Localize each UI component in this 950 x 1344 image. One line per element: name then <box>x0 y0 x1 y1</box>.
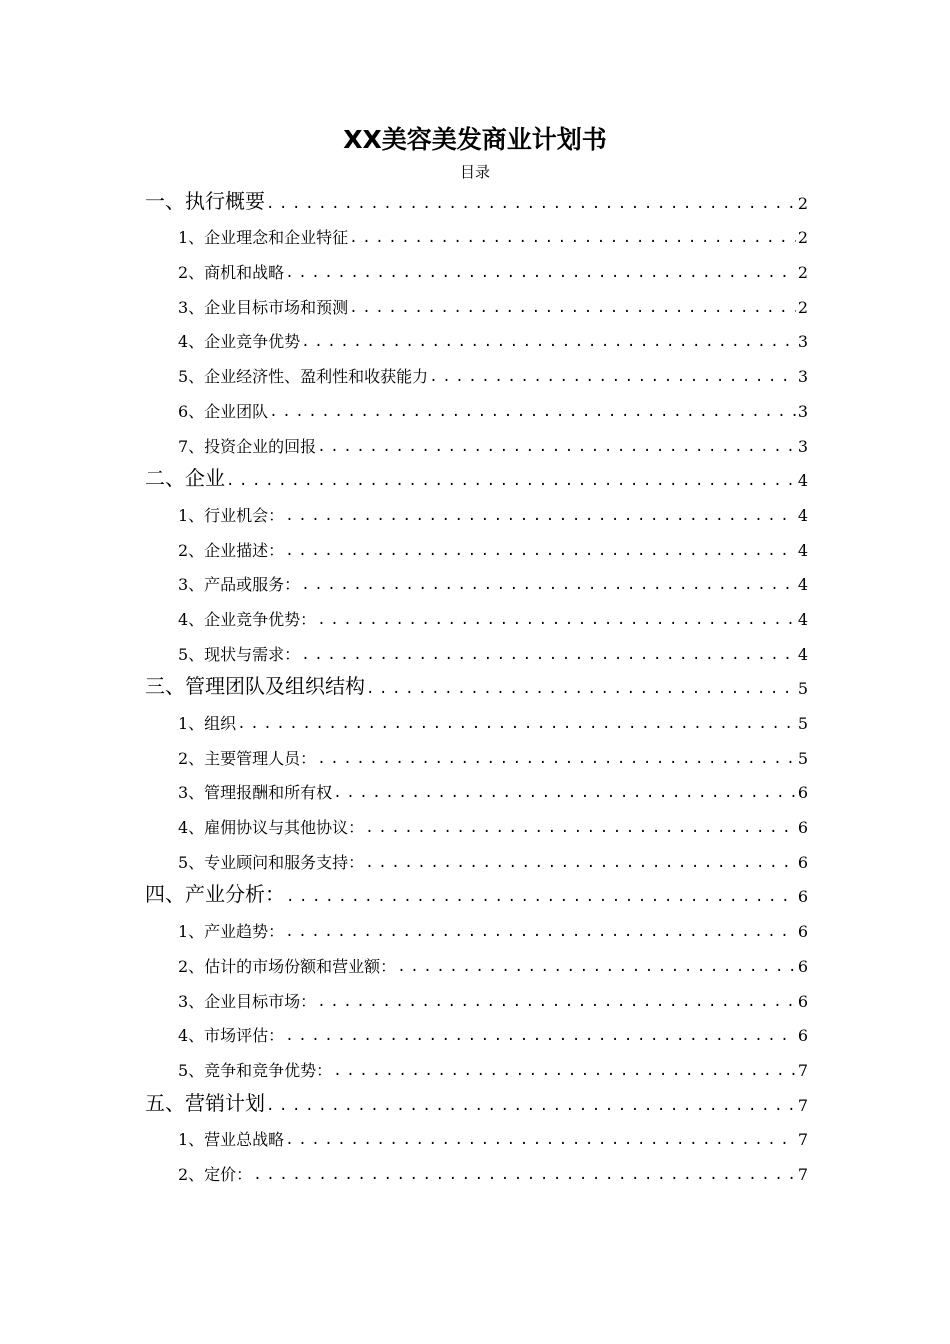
toc-section-entry[interactable] <box>145 183 808 218</box>
toc-subsection-entry[interactable] <box>145 530 808 565</box>
toc-dot-leader <box>266 1098 796 1120</box>
toc-dot-leader <box>253 1167 796 1189</box>
toc-subsection-entry[interactable] <box>145 981 808 1016</box>
toc-dot-leader <box>301 334 796 356</box>
toc-subsection-entry[interactable] <box>145 946 808 981</box>
toc-page-number: 6 <box>797 887 808 907</box>
document-title: XX美容美发商业计划书 <box>343 125 607 154</box>
toc-entry-label: 7、投资企业的回报 <box>178 436 317 456</box>
toc-dot-leader <box>333 785 796 807</box>
toc-dot-leader <box>269 404 796 426</box>
toc-subsection-entry[interactable] <box>145 252 808 287</box>
toc-page-number: 5 <box>797 679 808 699</box>
toc-page-number: 6 <box>797 1026 808 1046</box>
toc-dot-leader <box>397 959 796 981</box>
toc-page-number: 4 <box>797 540 808 560</box>
toc-dot-leader <box>349 230 796 252</box>
toc-entry-label: 3、管理报酬和所有权 <box>178 783 333 803</box>
toc-entry-label: 2、估计的市场份额和营业额： <box>178 956 397 976</box>
toc-page-number: 7 <box>797 1060 808 1080</box>
toc-heading: 目录 <box>459 163 490 181</box>
toc-dot-leader <box>286 889 796 911</box>
toc-subsection-entry[interactable] <box>145 287 808 322</box>
toc-page-number: 6 <box>797 922 808 942</box>
toc-entry-label: 2、定价： <box>178 1164 253 1184</box>
toc-page-number: 2 <box>797 263 808 283</box>
toc-subsection-entry[interactable] <box>145 391 808 426</box>
toc-section-entry[interactable] <box>145 877 808 912</box>
toc-page-number: 4 <box>797 505 808 525</box>
toc-dot-leader <box>285 543 796 565</box>
toc-page-number: 3 <box>797 367 808 387</box>
toc-page-number: 6 <box>797 956 808 976</box>
toc-subsection-entry[interactable] <box>145 1120 808 1155</box>
table-of-contents <box>145 183 808 1189</box>
toc-subsection-entry[interactable] <box>145 599 808 634</box>
toc-entry-label: 5、现状与需求： <box>178 644 301 664</box>
toc-subsection-entry[interactable] <box>145 1154 808 1189</box>
toc-entry-label: 2、商机和战略 <box>178 263 285 283</box>
toc-dot-leader <box>317 994 796 1016</box>
toc-dot-leader <box>349 300 796 322</box>
toc-entry-label: 5、竞争和竞争优势： <box>178 1060 333 1080</box>
toc-subsection-entry[interactable] <box>145 703 808 738</box>
toc-entry-label: 1、产业趋势： <box>178 922 285 942</box>
toc-dot-leader <box>266 196 796 218</box>
toc-page-number: 6 <box>797 991 808 1011</box>
toc-entry-label: 4、市场评估： <box>178 1026 285 1046</box>
toc-dot-leader <box>301 577 796 599</box>
toc-entry-label: 二、企业 <box>145 466 225 491</box>
toc-subsection-entry[interactable] <box>145 807 808 842</box>
toc-page-number: 3 <box>797 401 808 421</box>
toc-dot-leader <box>366 681 796 703</box>
toc-subsection-entry[interactable] <box>145 1050 808 1085</box>
toc-entry-label: 3、企业目标市场： <box>178 991 317 1011</box>
toc-entry-label: 4、企业竞争优势： <box>178 609 317 629</box>
toc-entry-label: 4、雇佣协议与其他协议： <box>178 818 365 838</box>
toc-dot-leader <box>285 508 796 530</box>
toc-dot-leader <box>317 751 796 773</box>
toc-page-number: 4 <box>797 575 808 595</box>
toc-dot-leader <box>429 369 796 391</box>
toc-page-number: 5 <box>797 714 808 733</box>
toc-entry-label: 4、企业竞争优势 <box>178 332 301 352</box>
toc-entry-label: 2、主要管理人员： <box>178 748 317 768</box>
toc-dot-leader <box>285 265 796 287</box>
toc-page-number: 3 <box>797 332 808 352</box>
toc-dot-leader <box>301 647 796 669</box>
toc-page-number: 4 <box>797 609 808 629</box>
toc-dot-leader <box>226 473 796 495</box>
toc-page-number: 4 <box>797 644 808 664</box>
toc-entry-label: 1、营业总战略 <box>178 1130 285 1150</box>
toc-entry-label: 四、产业分析： <box>145 882 285 907</box>
toc-subsection-entry[interactable] <box>145 322 808 357</box>
toc-page-number: 2 <box>797 228 808 248</box>
toc-subsection-entry[interactable] <box>145 911 808 946</box>
toc-entry-label: 五、营销计划 <box>145 1090 265 1115</box>
toc-dot-leader <box>237 716 796 738</box>
toc-page-number: 6 <box>797 852 808 872</box>
toc-dot-leader <box>365 855 796 877</box>
toc-dot-leader <box>317 612 796 634</box>
toc-entry-label: 1、组织 <box>178 714 237 733</box>
toc-subsection-entry[interactable] <box>145 565 808 600</box>
toc-entry-label: 三、管理团队及组织结构 <box>145 674 365 699</box>
toc-subsection-entry[interactable] <box>145 218 808 253</box>
toc-page-number: 7 <box>797 1130 808 1150</box>
toc-page-number: 4 <box>797 471 808 491</box>
toc-entry-label: 1、企业理念和企业特征 <box>178 228 349 248</box>
toc-page-number: 7 <box>797 1095 808 1115</box>
toc-entry-label: 3、企业目标市场和预测 <box>178 297 349 317</box>
toc-page-number: 5 <box>797 748 808 768</box>
toc-entry-label: 3、产品或服务： <box>178 575 301 595</box>
toc-dot-leader <box>333 1063 796 1085</box>
toc-page-number: 6 <box>797 783 808 803</box>
toc-subsection-entry[interactable] <box>145 842 808 877</box>
toc-entry-label: 6、企业团队 <box>178 401 269 421</box>
toc-page-number: 3 <box>797 436 808 456</box>
toc-page-number: 2 <box>797 193 808 213</box>
toc-subsection-entry[interactable] <box>145 495 808 530</box>
toc-entry-label: 5、专业顾问和服务支持： <box>178 852 365 872</box>
toc-dot-leader <box>285 1132 796 1154</box>
toc-entry-label: 2、企业描述： <box>178 540 285 560</box>
toc-page-number: 6 <box>797 818 808 838</box>
toc-section-entry[interactable] <box>145 1085 808 1120</box>
toc-section-entry[interactable] <box>145 669 808 704</box>
toc-subsection-entry[interactable] <box>145 1016 808 1051</box>
toc-section-entry[interactable] <box>145 461 808 496</box>
toc-page-number: 2 <box>797 297 808 317</box>
toc-dot-leader <box>285 1028 796 1050</box>
toc-dot-leader <box>317 439 796 461</box>
toc-subsection-entry[interactable] <box>145 426 808 461</box>
toc-entry-label: 1、行业机会： <box>178 505 285 525</box>
toc-dot-leader <box>365 820 796 842</box>
toc-subsection-entry[interactable] <box>145 634 808 669</box>
toc-dot-leader <box>285 924 796 946</box>
toc-subsection-entry[interactable] <box>145 738 808 773</box>
toc-entry-label: 一、执行概要 <box>145 188 265 213</box>
toc-page-number: 7 <box>797 1164 808 1184</box>
toc-subsection-entry[interactable] <box>145 356 808 391</box>
toc-subsection-entry[interactable] <box>145 773 808 808</box>
toc-entry-label: 5、企业经济性、盈利性和收获能力 <box>178 367 429 387</box>
